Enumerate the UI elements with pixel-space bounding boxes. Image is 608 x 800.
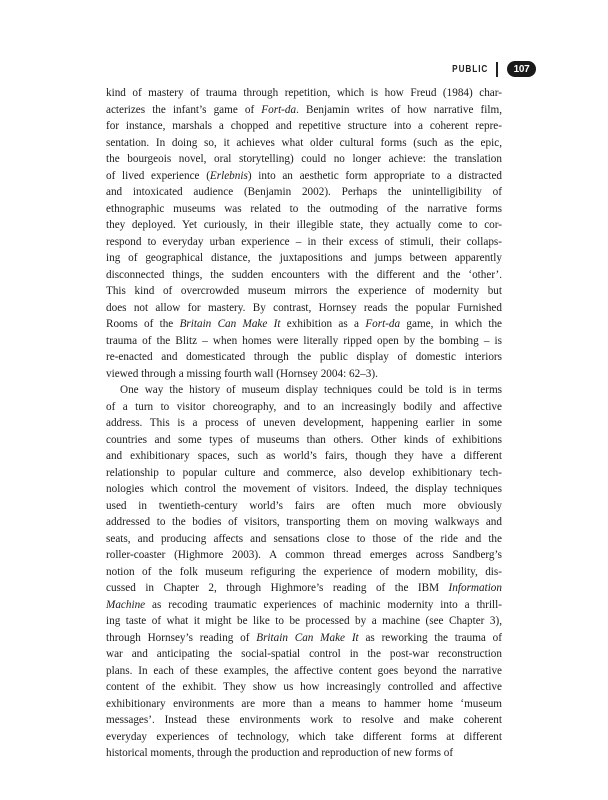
text-run: re-enacted and domesticated through the public display of domestic interiors <box>106 351 502 363</box>
text-line <box>106 729 502 746</box>
text-run: does not allow for mastery. By contrast, Hornsey reads the popular Furnished <box>106 301 502 314</box>
text-run: exhibition as a <box>280 318 366 330</box>
text-run: . Benjamin writes of how narrative film, <box>296 103 502 116</box>
text-line <box>106 135 502 152</box>
text-run: through Hornsey’s reading of <box>106 631 257 644</box>
text-run: addressed to the bodies of visitors, transporting them on moving walkways and <box>106 516 502 528</box>
text-line <box>106 432 502 449</box>
text-run: everyday experiences of technology, which take different forms at different <box>106 730 502 743</box>
paragraph-2 <box>106 382 502 762</box>
text-run: as reworking the trauma of <box>358 631 502 644</box>
text-line <box>106 316 502 333</box>
text-line <box>106 366 502 383</box>
italic-text: Information <box>448 582 502 594</box>
text-run: countries and some types of museums than others. Other kinds of exhibitions <box>106 433 502 446</box>
text-run: game, in which the <box>400 318 503 330</box>
text-run: roller-coaster (Highmore 2003). A common thread emerges across Sandberg’s <box>106 549 502 561</box>
text-run: sentation. In doing so, it achieves what older cultural forms (such as the epic, <box>106 136 502 149</box>
text-line <box>106 201 502 218</box>
text-line <box>106 151 502 168</box>
text-run: address. This is a process of uneven development, happening earlier in some <box>106 417 502 429</box>
text-line <box>106 349 502 366</box>
text-run: ) into an aesthetic form appropriate to a distracted <box>247 169 502 182</box>
page-number-badge: 107 <box>507 61 536 77</box>
text-line <box>106 382 502 399</box>
text-line <box>106 547 502 564</box>
text-run: relationship to popular culture and commerce, also develop exhibitionary tech- <box>106 466 502 479</box>
text-run: messages’. Instead these environments work to resolve and make coherent <box>106 714 502 726</box>
text-line <box>106 184 502 201</box>
text-line <box>106 630 502 647</box>
text-line <box>106 514 502 531</box>
running-head <box>442 61 536 77</box>
text-line <box>106 465 502 482</box>
text-run: ing taste of what it might be like to be processed by a machine (see Chapter 3), <box>106 615 502 627</box>
text-run: cussed in Chapter 2, through Highmore’s reading of the IBM <box>106 582 449 594</box>
text-run: of a turn to visitor choreography, and to an increasingly bodily and affective <box>106 400 502 413</box>
text-line <box>106 399 502 416</box>
text-line <box>106 267 502 284</box>
running-head-section: PUBLIC <box>451 63 488 75</box>
text-line <box>106 580 502 597</box>
text-run: seats, and producing affects and sensations close to those of the ride and the <box>106 532 502 545</box>
text-run: content of the exhibit. They show us how increasingly controlled and affective <box>106 681 502 693</box>
text-run: the bourgeois novel, oral storytelling) could no longer achieve: the translation <box>106 153 502 165</box>
text-run: for instance, marshals a chopped and repetitive structure into a coherent repre- <box>106 120 502 132</box>
text-run: ing of geographical distance, the juxtapositions and jumps between apparently <box>106 252 502 264</box>
text-run: they deployed. Yet curiously, in their illegible state, they actually come to cor- <box>106 219 502 231</box>
text-line <box>106 234 502 251</box>
text-line <box>106 646 502 663</box>
italic-text: Britain Can Make It <box>179 318 281 330</box>
text-run: Rooms of the <box>106 318 180 330</box>
text-run: and exhibitionary spaces, such as world’s fairs, though they have a different <box>106 450 502 462</box>
text-run: nologies which control the movement of visitors. Indeed, the display techniques <box>106 483 502 495</box>
text-line <box>106 300 502 317</box>
text-line <box>106 415 502 432</box>
text-run: notion of the folk museum refiguring the experience of modern mobility, dis- <box>106 565 502 578</box>
text-run: historical moments, through the production and reproduction of new forms of <box>106 747 454 759</box>
text-run: of lived experience ( <box>106 169 210 182</box>
italic-text: Fort-da <box>365 318 401 330</box>
text-run: respond to everyday urban experience – in their excess of stimuli, their collaps- <box>106 235 502 248</box>
running-head-divider <box>496 62 498 77</box>
text-line <box>106 481 502 498</box>
text-line <box>106 283 502 300</box>
text-line <box>106 679 502 696</box>
text-run: viewed through a missing fourth wall (Hornsey 2004: 62–3). <box>106 367 378 380</box>
italic-text: Machine <box>106 598 146 611</box>
text-line <box>106 85 502 102</box>
text-run: as recoding traumatic experiences of machinic modernity into a thrill- <box>145 598 502 611</box>
text-line <box>106 333 502 350</box>
text-run: used in twentieth-century world’s fairs are often much more obviously <box>106 499 502 512</box>
text-run: acterizes the infant’s game of <box>106 103 262 116</box>
text-line <box>106 448 502 465</box>
body-text <box>106 85 502 762</box>
text-run: plans. In each of these examples, the affective content goes beyond the narrative <box>106 664 502 677</box>
text-line <box>106 250 502 267</box>
text-line <box>106 217 502 234</box>
text-line <box>106 168 502 185</box>
text-run: trauma of the Blitz – when homes were literally ripped open by the bombing – is <box>106 334 502 347</box>
text-run: and intoxicated audience (Benjamin 2002). Perhaps the unintelligibility of <box>106 186 502 198</box>
text-run: This kind of overcrowded museum mirrors the experience of modernity but <box>106 285 502 297</box>
paragraph-1 <box>106 85 502 382</box>
text-run: war and anticipating the social-spatial control in the post-war reconstruction <box>106 648 502 660</box>
text-line <box>106 597 502 614</box>
text-line <box>106 745 502 762</box>
text-line <box>106 118 502 135</box>
text-line <box>106 102 502 119</box>
text-line <box>106 663 502 680</box>
italic-text: Erlebnis <box>209 169 248 182</box>
text-run: kind of mastery of trauma through repetition, which is how Freud (1984) char- <box>106 87 502 99</box>
text-run: disconnected things, the sudden encounters with the different and the ‘other’. <box>106 268 502 281</box>
text-line <box>106 696 502 713</box>
text-run: ethnographic museums was related to the outmoding of the narrative forms <box>106 202 502 215</box>
text-line <box>106 531 502 548</box>
text-line <box>106 498 502 515</box>
text-run: exhibitionary environments are more than a means to hammer home ‘museum <box>106 697 502 710</box>
text-line <box>106 564 502 581</box>
text-line <box>106 712 502 729</box>
italic-text: Britain Can Make It <box>256 631 359 644</box>
text-line <box>106 613 502 630</box>
text-run: One way the history of museum display techniques could be told is in terms <box>120 384 502 396</box>
italic-text: Fort-da <box>261 103 297 116</box>
